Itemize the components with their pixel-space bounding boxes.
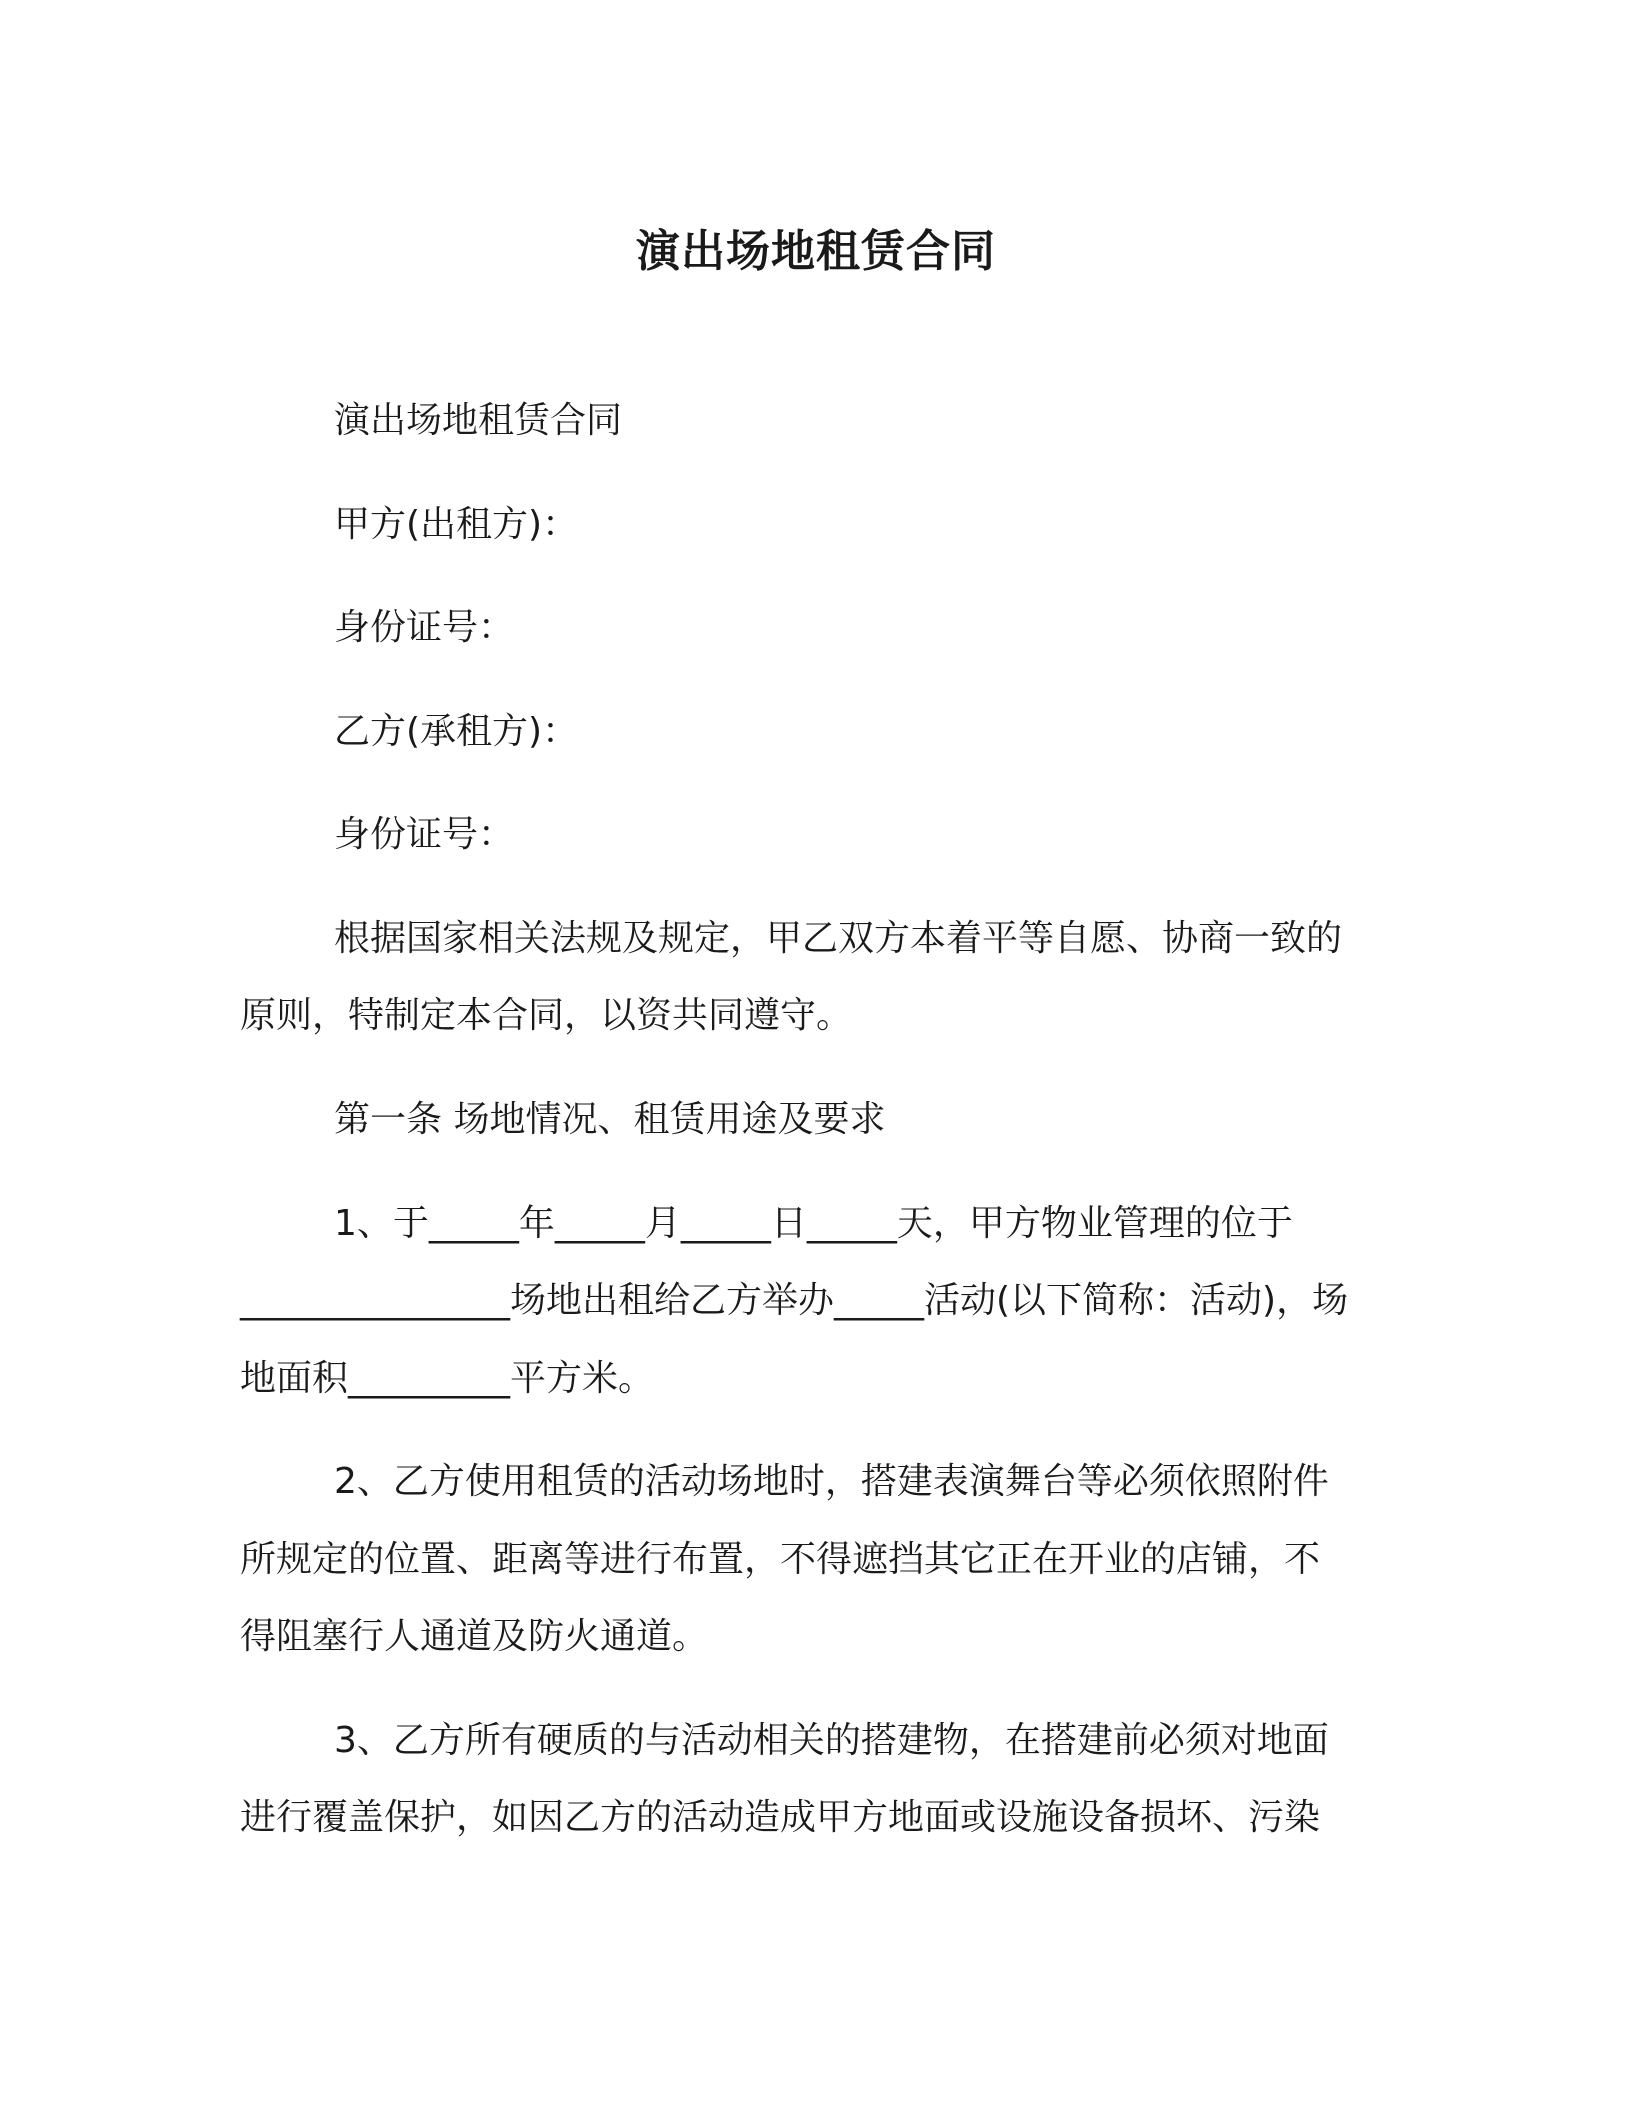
subtitle-line: 演出场地租赁合同 (334, 400, 623, 441)
clause-1-line-1: 1、于_____年_____月_____日_____天，甲方物业管理的位于 (334, 1203, 1293, 1244)
clause-3-line-2: 进行覆盖保护，如因乙方的活动造成甲方地面或设施设备损坏、污染 (240, 1797, 1321, 1838)
clause-2-line-3: 得阻塞行人通道及防火通道。 (240, 1616, 709, 1657)
clause-3-line-1: 3、乙方所有硬质的与活动相关的搭建物，在搭建前必须对地面 (334, 1720, 1329, 1761)
party-a-line: 甲方(出租方)： (334, 504, 579, 545)
article-1-heading: 第一条 场地情况、租赁用途及要求 (334, 1099, 886, 1140)
preamble-line-2: 原则，特制定本合同，以资共同遵守。 (240, 995, 853, 1036)
document-title: 演出场地租赁合同 (636, 226, 996, 277)
clause-2-line-2: 所规定的位置、距离等进行布置，不得遮挡其它正在开业的店铺，不 (240, 1539, 1321, 1580)
clause-1-line-3: 地面积_________平方米。 (240, 1358, 655, 1399)
preamble-line-1: 根据国家相关法规及规定，甲乙双方本着平等自愿、协商一致的 (334, 918, 1343, 959)
clause-2-line-1: 2、乙方使用租赁的活动场地时，搭建表演舞台等必须依照附件 (334, 1461, 1329, 1502)
party-b-line: 乙方(承租方)： (334, 711, 579, 752)
party-b-id-line: 身份证号： (334, 814, 515, 855)
clause-1-line-2: _______________场地出租给乙方举办_____活动(以下简称：活动)，场 (240, 1280, 1349, 1321)
party-a-id-line: 身份证号： (334, 607, 515, 648)
